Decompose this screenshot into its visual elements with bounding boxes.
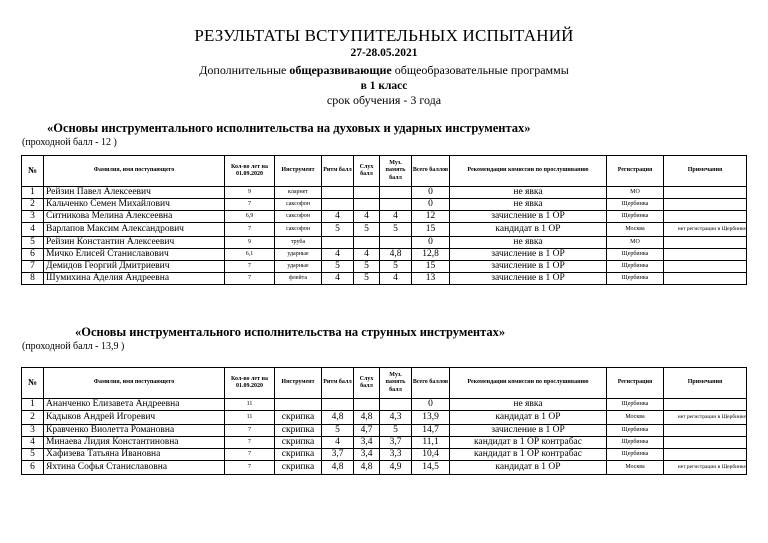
col-recommendation: Рекомендации комиссии по прослушиванию [450,368,607,399]
results-table-winds [21,155,747,285]
row-memory: 4,8 [380,249,412,261]
row-hearing: 5 [354,261,380,273]
row-notes [664,211,747,223]
duration-line: срок обучения - 3 года [326,93,442,107]
col-age: Кол-во лет на 01.09.2020 [225,156,275,187]
row-name: Яхтина Софья Станиславовна [44,461,225,475]
row-rhythm: 4 [322,211,354,223]
row-num: 2 [22,199,44,211]
col-recommendation: Рекомендации комиссии по прослушиванию [450,156,607,187]
row-total: 10,4 [412,449,450,461]
table-row [22,273,747,285]
row-name: Кадыков Андрей Игоревич [44,411,225,425]
row-rhythm: 5 [322,261,354,273]
row-total: 14,5 [412,461,450,475]
row-recommendation: не явка [450,187,607,199]
row-hearing: 5 [354,273,380,285]
row-recommendation: не явка [450,237,607,249]
col-rhythm: Ритм балл [322,156,354,187]
table-row [22,461,747,475]
row-name: Рейзин Павел Алексеевич [44,187,225,199]
row-memory: 4,9 [380,461,412,475]
row-age: 6,1 [225,249,275,261]
row-num: 4 [22,437,44,449]
row-age: 7 [225,449,275,461]
row-instrument: саксофон [275,223,322,237]
table-row [22,187,747,199]
row-hearing: 4,7 [354,425,380,437]
row-name: Ананченко Елизавета Андреевна [44,399,225,411]
row-rhythm: 4 [322,273,354,285]
row-age: 7 [225,273,275,285]
row-name: Варлапов Максим Александрович [44,223,225,237]
row-age: 7 [225,425,275,437]
row-notes: нет регистрации в Щербинке [664,223,747,237]
table-row [22,411,747,425]
row-recommendation: кандидат в 1 ОР контрабас [450,449,607,461]
row-recommendation: зачисление в 1 ОР [450,211,607,223]
row-name: Кальченко Семен Михайлович [44,199,225,211]
section2-title: «Основы инструментального исполнительства на струнных инструментах» [75,325,506,339]
row-hearing: 3,4 [354,437,380,449]
row-notes [664,399,747,411]
row-total: 15 [412,261,450,273]
row-name: Демидов Георгий Дмитриевич [44,261,225,273]
row-memory: 4 [380,273,412,285]
row-recommendation: не явка [450,399,607,411]
row-rhythm: 4,8 [322,461,354,475]
row-name: Хафизева Татьяна Ивановна [44,449,225,461]
col-total: Всего баллов [412,368,450,399]
row-memory: 4 [380,211,412,223]
row-rhythm [322,237,354,249]
row-recommendation: зачисление в 1 ОР [450,273,607,285]
row-hearing: 5 [354,223,380,237]
row-memory [380,237,412,249]
row-name: Минаева Лидия Константиновна [44,437,225,449]
row-notes [664,273,747,285]
row-memory [380,199,412,211]
row-instrument: скрипка [275,411,322,425]
col-registration: Регистрация [607,368,664,399]
section1-passing-score: (проходной балл - 12 ) [22,137,117,148]
row-notes [664,449,747,461]
program-line [0,63,768,78]
row-hearing [354,399,380,411]
row-registration: МО [607,187,664,199]
col-hearing: Слух балл [354,368,380,399]
row-registration: Москва [607,223,664,237]
row-total: 12 [412,211,450,223]
row-age: 9 [225,237,275,249]
row-rhythm [322,187,354,199]
row-num: 1 [22,399,44,411]
row-registration: Щербинка [607,399,664,411]
row-total: 13 [412,273,450,285]
results-table-strings [21,367,747,475]
row-registration: Щербинка [607,199,664,211]
page-title: РЕЗУЛЬТАТЫ ВСТУПИТЕЛЬНЫХ ИСПЫТАНИЙ [194,26,574,45]
row-rhythm: 4 [322,249,354,261]
row-instrument: скрипка [275,425,322,437]
row-registration: МО [607,237,664,249]
row-name: Мичко Елисей Станиславович [44,249,225,261]
col-hearing: Слух балл [354,156,380,187]
row-instrument: ударные [275,261,322,273]
col-total: Всего баллов [412,156,450,187]
row-total: 13,9 [412,411,450,425]
row-num: 1 [22,187,44,199]
table-header-row [22,156,747,187]
row-age: 11 [225,411,275,425]
row-num: 5 [22,237,44,249]
row-age: 11 [225,399,275,411]
row-memory [380,187,412,199]
row-age: 9 [225,187,275,199]
section1-title: «Основы инструментального исполнительства на духовых и ударных инструментах» [47,121,531,135]
table-row [22,199,747,211]
row-name: Кравченко Виолетта Романовна [44,425,225,437]
row-num: 7 [22,261,44,273]
row-instrument: саксофон [275,199,322,211]
col-num: № [22,368,44,399]
row-registration: Щербинка [607,261,664,273]
col-notes: Примечания [664,156,747,187]
table-row [22,223,747,237]
row-age: 7 [225,461,275,475]
row-name: Шумихина Аделия Андреевна [44,273,225,285]
row-registration: Москва [607,461,664,475]
exam-dates: 27-28.05.2021 [350,47,418,59]
row-memory: 5 [380,261,412,273]
col-memory: Муз. память балл [380,156,412,187]
row-instrument [275,399,322,411]
row-notes [664,249,747,261]
table-row [22,261,747,273]
row-name: Ситникова Мелина Алексеевна [44,211,225,223]
row-rhythm: 3,7 [322,449,354,461]
program-post: общеобразовательные программы [391,63,569,77]
row-recommendation: кандидат в 1 ОР [450,461,607,475]
row-total: 11,1 [412,437,450,449]
row-hearing: 3,4 [354,449,380,461]
col-age: Кол-во лет на 01.09.2020 [225,368,275,399]
row-registration: Щербинка [607,249,664,261]
col-name: Фамилия, имя поступающего [44,368,225,399]
row-memory: 5 [380,425,412,437]
row-rhythm: 5 [322,223,354,237]
row-age: 7 [225,223,275,237]
col-name: Фамилия, имя поступающего [44,156,225,187]
table-row [22,211,747,223]
row-registration: Щербинка [607,211,664,223]
row-num: 4 [22,223,44,237]
row-age: 6,9 [225,211,275,223]
row-rhythm: 4 [322,437,354,449]
row-notes [664,199,747,211]
row-recommendation: кандидат в 1 ОР [450,223,607,237]
row-memory: 3,7 [380,437,412,449]
row-num: 6 [22,249,44,261]
row-recommendation: зачисление в 1 ОР [450,261,607,273]
table-row [22,237,747,249]
table-row [22,425,747,437]
row-recommendation: зачисление в 1 ОР [450,425,607,437]
row-total: 0 [412,399,450,411]
row-instrument: скрипка [275,449,322,461]
table-row [22,449,747,461]
col-memory: Муз. память балл [380,368,412,399]
row-notes [664,237,747,249]
col-instrument: Инструмент [275,368,322,399]
row-notes: нет регистрации в Щербинке [664,461,747,475]
row-memory: 4,3 [380,411,412,425]
table-row [22,437,747,449]
row-instrument: скрипка [275,437,322,449]
row-hearing [354,237,380,249]
row-instrument: флейта [275,273,322,285]
row-instrument: кларнет [275,187,322,199]
row-notes [664,261,747,273]
row-registration: Москва [607,411,664,425]
table-row [22,249,747,261]
row-notes [664,425,747,437]
row-num: 8 [22,273,44,285]
row-hearing [354,199,380,211]
row-notes: нет регистрации в Щербинке [664,411,747,425]
row-hearing [354,187,380,199]
col-notes: Примечания [664,368,747,399]
row-instrument: труба [275,237,322,249]
row-notes [664,437,747,449]
col-registration: Регистрация [607,156,664,187]
row-registration: Щербинка [607,425,664,437]
row-notes [664,187,747,199]
program-bold: общеразвивающие [289,63,392,77]
row-recommendation: не явка [450,199,607,211]
row-rhythm: 4,8 [322,411,354,425]
row-rhythm [322,199,354,211]
row-name: Рейзин Константин Алексеевич [44,237,225,249]
program-pre: Дополнительные [199,63,290,77]
row-num: 3 [22,425,44,437]
row-memory: 3,3 [380,449,412,461]
row-registration: Щербинка [607,273,664,285]
grade-line: в 1 класс [360,80,408,92]
row-rhythm: 5 [322,425,354,437]
row-recommendation: кандидат в 1 ОР контрабас [450,437,607,449]
row-num: 6 [22,461,44,475]
row-memory [380,399,412,411]
row-age: 7 [225,437,275,449]
row-num: 2 [22,411,44,425]
row-num: 3 [22,211,44,223]
col-rhythm: Ритм балл [322,368,354,399]
row-total: 14,7 [412,425,450,437]
table-header-row [22,368,747,399]
row-memory: 5 [380,223,412,237]
table-row [22,399,747,411]
row-total: 12,8 [412,249,450,261]
row-total: 0 [412,187,450,199]
col-num: № [22,156,44,187]
col-instrument: Инструмент [275,156,322,187]
row-total: 0 [412,237,450,249]
row-total: 15 [412,223,450,237]
row-registration: Щербинка [607,437,664,449]
row-recommendation: зачисление в 1 ОР [450,249,607,261]
row-hearing: 4 [354,249,380,261]
row-age: 7 [225,261,275,273]
row-instrument: скрипка [275,461,322,475]
section2-passing-score: (проходной балл - 13,9 ) [22,341,125,352]
row-instrument: саксофон [275,211,322,223]
row-recommendation: кандидат в 1 ОР [450,411,607,425]
row-rhythm [322,399,354,411]
row-hearing: 4,8 [354,411,380,425]
row-instrument: ударные [275,249,322,261]
row-hearing: 4,8 [354,461,380,475]
row-hearing: 4 [354,211,380,223]
row-num: 5 [22,449,44,461]
row-registration: Щербинка [607,449,664,461]
row-age: 7 [225,199,275,211]
row-total: 0 [412,199,450,211]
